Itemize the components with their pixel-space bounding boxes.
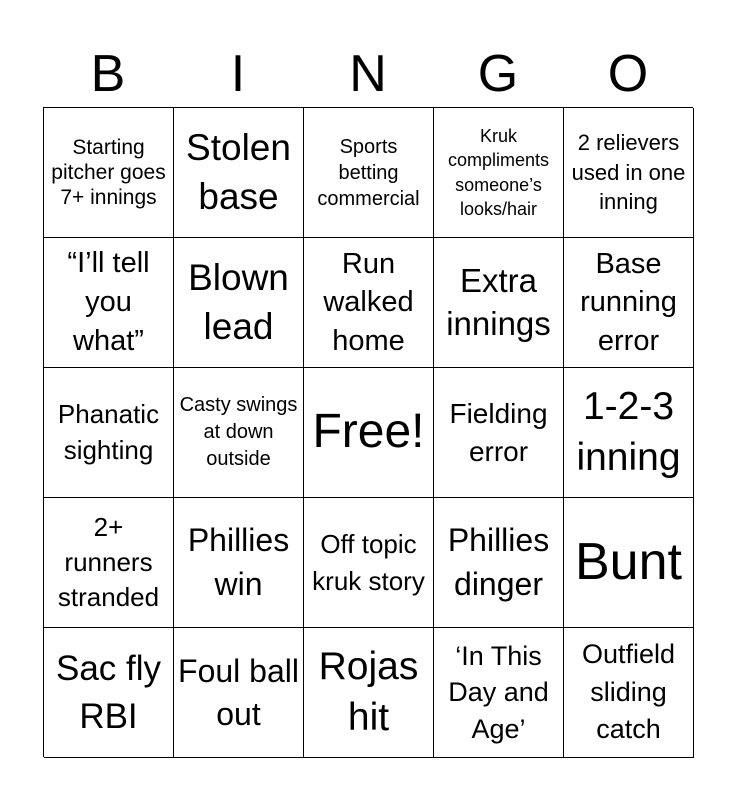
bingo-cell-text: 2+ runners stranded: [57, 511, 160, 613]
bingo-cell-text: 2 relievers used in one inning: [571, 129, 686, 215]
bingo-cell[interactable]: [304, 628, 434, 758]
bingo-cell[interactable]: [564, 238, 694, 368]
bingo-cell[interactable]: [564, 108, 694, 238]
bingo-cell[interactable]: [174, 368, 304, 498]
bingo-cell[interactable]: [434, 498, 564, 628]
header-letter-n: N: [349, 45, 387, 103]
bingo-cell-text: Run walked home: [323, 247, 414, 357]
bingo-cell-text: Free!: [312, 405, 425, 459]
bingo-cell[interactable]: [434, 368, 564, 498]
bingo-cell-text: Base running error: [580, 247, 677, 357]
bingo-cell[interactable]: [174, 108, 304, 238]
bingo-cell[interactable]: [564, 498, 694, 628]
bingo-cell-text: Outfield sliding catch: [581, 638, 676, 745]
bingo-cell-text: Kruk compliments someone’s looks/hair: [447, 125, 550, 219]
bingo-cell-free[interactable]: [304, 368, 434, 498]
bingo-cell-text: Phanatic sighting: [57, 399, 160, 465]
bingo-cell[interactable]: [44, 238, 174, 368]
bingo-cell-text: Rojas hit: [318, 644, 419, 739]
bingo-cell-text: ‘In This Day and Age’: [448, 640, 549, 744]
header-letter-i: I: [230, 45, 246, 103]
bingo-cell[interactable]: [44, 108, 174, 238]
bingo-cell[interactable]: [174, 498, 304, 628]
bingo-cell-text: Extra innings: [446, 261, 551, 342]
bingo-cell[interactable]: [304, 108, 434, 238]
bingo-cell-text: Phillies dinger: [447, 522, 550, 602]
bingo-cell[interactable]: [44, 628, 174, 758]
header-letter-o: O: [607, 45, 649, 103]
bingo-cell[interactable]: [304, 238, 434, 368]
bingo-cell-text: Blown lead: [188, 257, 289, 347]
header-letter-g: G: [477, 45, 519, 103]
bingo-cell-text: Sports betting commercial: [317, 135, 420, 210]
bingo-cell-text: Bunt: [575, 532, 682, 591]
bingo-cell-text: “I’ll tell you what”: [67, 246, 150, 358]
bingo-cell[interactable]: [44, 368, 174, 498]
bingo-cell[interactable]: [434, 628, 564, 758]
bingo-cell-text: Casty swings at down outside: [179, 394, 298, 470]
header-letter-b: B: [90, 45, 126, 103]
bingo-board: [43, 107, 693, 757]
bingo-cell-text: 1-2-3 inning: [576, 384, 681, 479]
bingo-header: [43, 40, 693, 108]
bingo-cell[interactable]: [304, 498, 434, 628]
bingo-cell-text: Phillies win: [187, 522, 290, 602]
bingo-cell-text: Foul ball out: [178, 652, 299, 732]
bingo-cell[interactable]: [434, 108, 564, 238]
bingo-cell[interactable]: [174, 238, 304, 368]
bingo-cell-text: Off topic kruk story: [312, 529, 425, 596]
bingo-cell[interactable]: [434, 238, 564, 368]
bingo-cell-text: Fielding error: [449, 397, 548, 467]
bingo-cell[interactable]: [564, 368, 694, 498]
bingo-cell[interactable]: [564, 628, 694, 758]
bingo-cell[interactable]: [44, 498, 174, 628]
bingo-cell-text: Starting pitcher goes 7+ innings: [51, 135, 166, 210]
bingo-cell[interactable]: [174, 628, 304, 758]
bingo-cell-text: Stolen base: [186, 127, 291, 217]
bingo-cell-text: Sac fly RBI: [55, 649, 162, 736]
